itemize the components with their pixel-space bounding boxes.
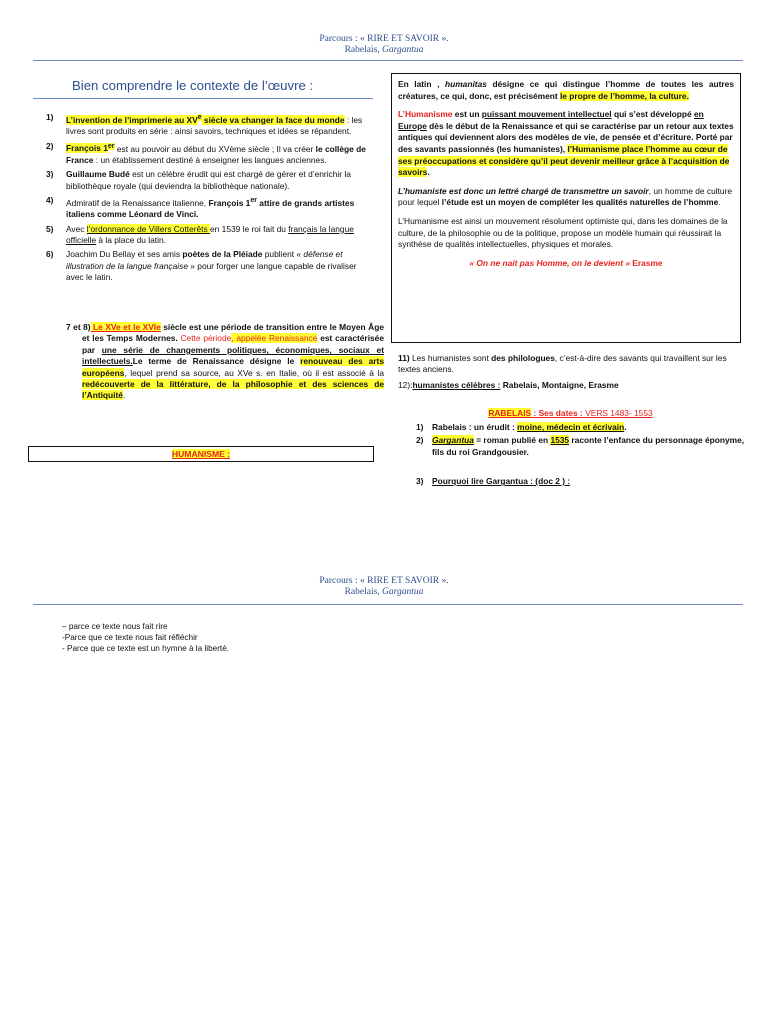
header-line2: Rabelais, Gargantua [344, 45, 424, 55]
header-line1: Parcours : « RIRE ET SAVOIR ». [319, 34, 449, 44]
header-line1: Parcours : « RIRE ET SAVOIR ». [319, 576, 449, 586]
list-item: 6) Joachim Du Bellay et ses amis poètes de la Pléiade publient « défense et illustration de la langue française » pour forger une langue capable de rivaliser avec le latin. [46, 249, 357, 283]
box-paragraph-3: L’humaniste est donc un lettré chargé de transmettre un savoir, un homme de culture pour lequel l’étude est un moyen de compléter les qualités naturelles de l’homme. [398, 185, 733, 208]
rabelais-dates: RABELAIS : Ses dates : VERS 1483- 1553 [488, 408, 653, 418]
list-item: 2) François 1er est au pouvoir au début du XVème siècle ; Il va créer le collège de France : un établissement destiné à enseigner les langues anciennes. [46, 140, 366, 165]
humanistes-note: 11) Les humanistes sont des philologues, c’est-à-dire des savants qui travaillent sur les textes anciens. [398, 353, 727, 375]
reason-line: – parce ce texte nous fait rire [62, 622, 168, 631]
list-item: 5) Avec l’ordonnance de Villers Cotterêts en 1539 le roi fait du français la langue officielle à la place du latin. [46, 223, 354, 246]
humanisme-label: HUMANISME : [171, 449, 231, 459]
page2-header [0, 576, 768, 598]
rabelais-list [416, 422, 746, 488]
humanisme-box [28, 446, 374, 462]
list-item: 4) Admiratif de la Renaissance italienne, François 1er attire de grands artistes italiens comme Léonard de Vinci. [46, 195, 355, 220]
context-list [46, 112, 376, 284]
page-header [0, 34, 768, 56]
page2-rule [33, 604, 743, 605]
box-paragraph-4: L’Humanisme est ainsi un mouvement résolument optimiste qui, dans les domaines de la culture, de la philosophie ou de la politique, propose un modèle humain qui réussirait la synthèse de qualités intellectuelles, physiques et morales. [398, 215, 728, 250]
reason-line: - Parce que ce texte est un hymne à la liberté. [62, 644, 230, 653]
list-item-7-8: 7 et 8) Le XVe et le XVIe siècle est une période de transition entre le Moyen Âge et les Temps Modernes. Cette période, appelée Renaissance est caractérisée par une série de changements politiques, économiques, sociaux et intellectuels.Le terme de Renaissance désigne le renouveau des arts européens, lequel prend sa source, au XVe s. en Italie, où il est associé à la redécouverte de la littérature, de la philosophie et des sciences de l’Antiquité. [66, 322, 384, 401]
title-rule [33, 98, 373, 99]
list-item: 3) Pourquoi lire Gargantua : (doc 2 ) : [416, 476, 571, 487]
section-title: Bien comprendre le contexte de l’œuvre : [72, 78, 314, 93]
box-paragraph-1: En latin , humanitas désigne ce qui distingue l’homme de toutes les autres créatures, ce qui, donc, est précisément le propre de l’homme, la culture. [398, 79, 734, 101]
list-item: 2) Gargantua = roman publié en 1535 raconte l’enfance du personnage éponyme, fils du roi Grandgousier. [416, 435, 745, 457]
definition-box [391, 73, 741, 343]
header-line2: Rabelais, Gargantua [344, 587, 424, 597]
page2-reasons [62, 621, 462, 654]
box-quote: « On ne nait pas Homme, on le devient » Erasme [469, 257, 663, 268]
box-paragraph-2: L’Humanisme est un puissant mouvement intellectuel qui s’est développé en Europe dès le début de la Renaissance et qui se caractérise par un retour aux textes antiques qui deviennent alors des modèles de vie, de pensée et d’écriture. Porté par des savants passionnés (les humanistes), l’Humanisme place l’homme au cœur de ses préoccupations et considère qu’il peut devenir meilleur grâce à l’acquisition de savoirs. [398, 109, 734, 178]
list-item: 1) L’invention de l’imprimerie au XVe siècle va changer la face du monde : les livres sont produits en série : ainsi savoirs, techniques et idées se répandent. [46, 112, 363, 137]
humanistes-celebres: 12):humanistes célèbres : Rabelais, Montaigne, Erasme [398, 380, 619, 390]
list-item: 1) Rabelais : un érudit : moine, médecin et écrivain. [416, 422, 627, 432]
reason-line: -Parce que ce texte nous fait réfléchir [62, 633, 198, 642]
list-item: 3) Guillaume Budé est un célèbre érudit qui est chargé de gérer et d’enrichir la bibliothèque royale (qui deviendra la bibliothèque nationale). [46, 169, 351, 191]
header-rule [33, 60, 743, 61]
